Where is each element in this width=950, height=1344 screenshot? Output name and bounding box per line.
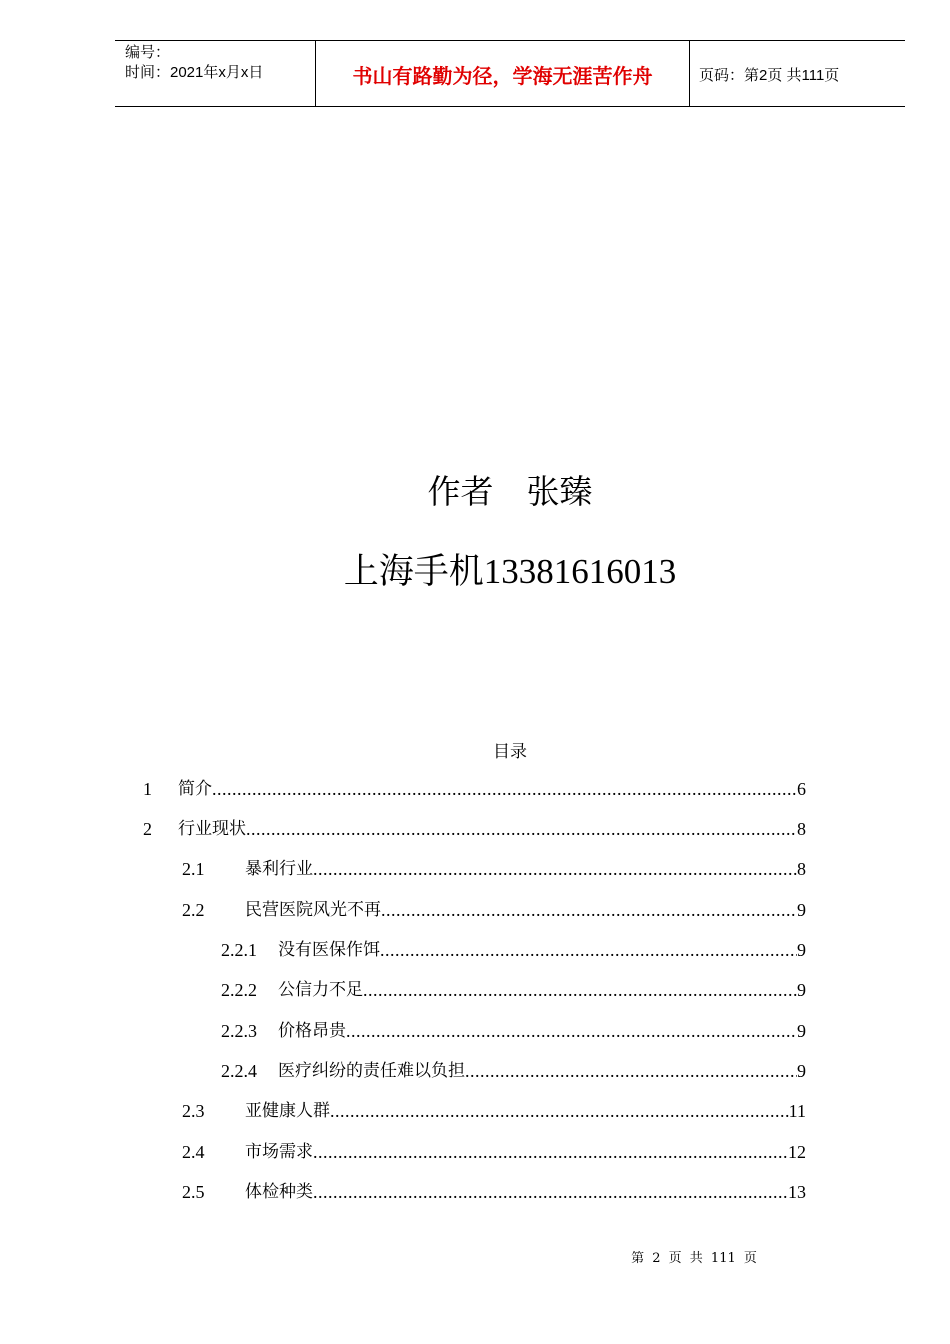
toc-entry-page: 11 <box>788 1101 806 1121</box>
header-number-label: 编号： <box>125 44 171 61</box>
toc-entry-page: 8 <box>797 819 806 839</box>
toc-entry-text: 医疗纠纷的责任难以负担 <box>278 1061 465 1081</box>
toc-entry[interactable] <box>182 898 806 922</box>
toc-entry-page: 9 <box>797 1021 806 1041</box>
toc-entry-text: 简介 <box>178 779 212 799</box>
toc-entry-number: 2.4 <box>182 1142 205 1162</box>
toc-entry[interactable] <box>221 1059 806 1083</box>
toc-entry-text: 市场需求 <box>245 1142 313 1162</box>
toc-leader <box>363 978 797 1002</box>
toc-entry-page: 13 <box>788 1182 806 1202</box>
page-header <box>115 40 905 107</box>
toc-leader <box>313 1180 788 1204</box>
toc-entry-number: 2.2.2 <box>221 980 257 1000</box>
toc-entry-page: 6 <box>797 779 806 799</box>
toc-entry-text: 公信力不足 <box>278 980 363 1000</box>
phone-line: 上海手机13381616013 <box>343 552 677 591</box>
header-page-info: 页码：第2页 共111页 <box>699 66 840 84</box>
toc-entry-number: 2 <box>143 819 152 839</box>
toc-entry[interactable] <box>221 1019 806 1043</box>
toc-entry-number: 2.2 <box>182 900 205 920</box>
toc-entry[interactable] <box>143 817 806 841</box>
toc-entry-page: 9 <box>797 980 806 1000</box>
toc-entry[interactable] <box>221 938 806 962</box>
toc-entry-page: 9 <box>797 940 806 960</box>
toc-entry-number: 2.2.3 <box>221 1021 257 1041</box>
toc-entry-page: 9 <box>797 900 806 920</box>
toc-entry[interactable] <box>143 777 806 801</box>
author-line: 作者 张臻 <box>427 472 593 511</box>
toc-entry[interactable] <box>182 1140 806 1164</box>
toc-entry-page: 8 <box>797 859 806 879</box>
toc-entry-text: 暴利行业 <box>245 859 313 879</box>
toc-entry[interactable] <box>221 978 806 1002</box>
header-motto: 书山有路勤为径，学海无涯苦作舟 <box>316 41 690 107</box>
toc-leader <box>212 777 797 801</box>
toc-entry-text: 价格昂贵 <box>278 1021 346 1041</box>
toc-entry-number: 2.5 <box>182 1182 205 1202</box>
toc-leader <box>380 938 797 962</box>
header-meta <box>115 41 316 107</box>
toc-entry-text: 没有医保作饵 <box>278 940 380 960</box>
page-footer: 第 2 页 共 111 页 <box>631 1251 757 1266</box>
toc-leader <box>346 1019 797 1043</box>
toc-entry-text: 体检种类 <box>245 1182 313 1202</box>
toc-leader <box>246 817 797 841</box>
toc-entry[interactable] <box>182 1180 806 1204</box>
toc-title: 目录 <box>493 742 527 762</box>
toc-entry-number: 2.2.1 <box>221 940 257 960</box>
toc-leader <box>381 898 797 922</box>
toc-entry-text: 行业现状 <box>178 819 246 839</box>
toc-leader <box>330 1099 789 1123</box>
toc-entry-number: 1 <box>143 779 152 799</box>
toc-entry-page: 12 <box>788 1142 806 1162</box>
toc-entry[interactable] <box>182 1099 806 1123</box>
toc-entry-page: 9 <box>797 1061 806 1081</box>
header-time-label: 时间：2021年x月x日 <box>125 64 264 81</box>
toc-entry-number: 2.3 <box>182 1101 205 1121</box>
toc-entry-text: 民营医院风光不再 <box>245 900 381 920</box>
toc-entry-text: 亚健康人群 <box>245 1101 330 1121</box>
toc-entry-number: 2.1 <box>182 859 205 879</box>
toc-entry-number: 2.2.4 <box>221 1061 257 1081</box>
toc-leader <box>313 857 797 881</box>
toc-leader <box>465 1059 797 1083</box>
toc-leader <box>313 1140 788 1164</box>
toc-entry[interactable] <box>182 857 806 881</box>
